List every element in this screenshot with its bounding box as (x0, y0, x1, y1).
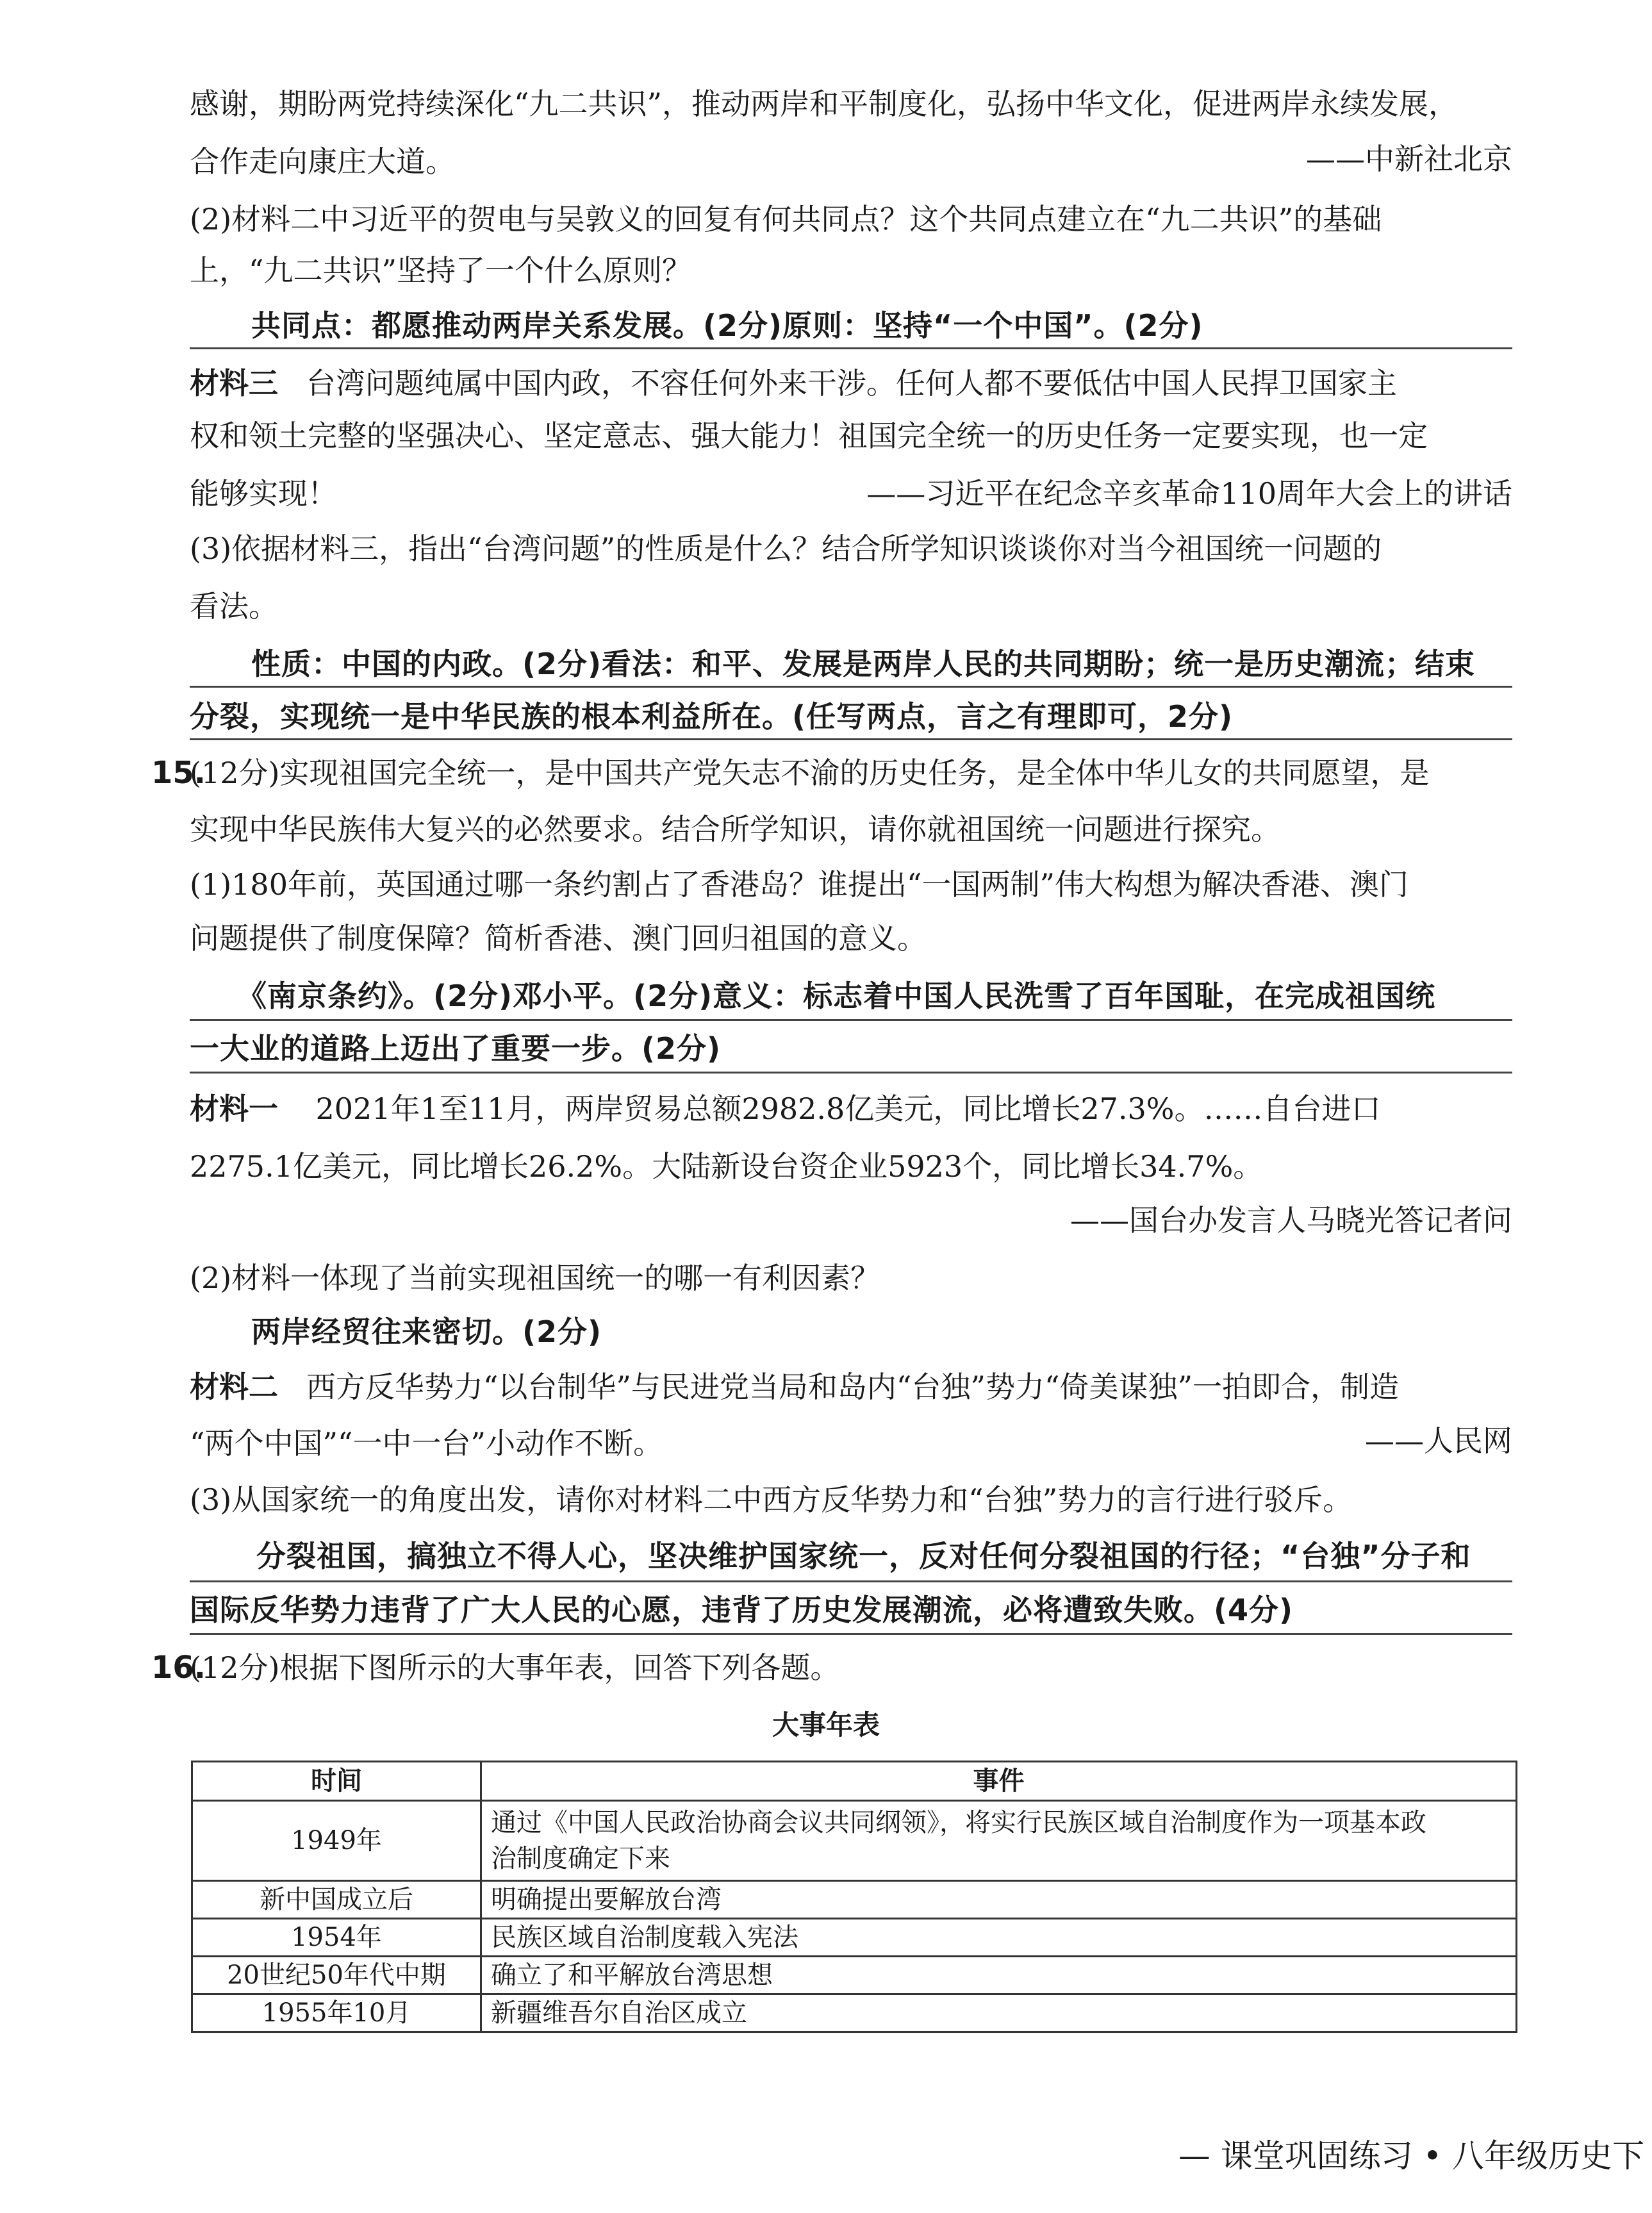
event-cell: 明确提出要解放台湾 (481, 1881, 1517, 1919)
event-cell: 确立了和平解放台湾思想 (481, 1957, 1517, 1994)
event-cell: 民族区域自治制度载入宪法 (481, 1919, 1517, 1957)
question-2-cont: 上，“九二共识”坚持了一个什么原则？ (190, 253, 692, 288)
table-row (192, 1919, 1517, 1957)
answer-rule (190, 738, 1512, 740)
time-cell: 1954年 (192, 1919, 481, 1957)
event-cell (481, 1801, 1517, 1881)
source-citation: ——人民网 (1365, 1423, 1512, 1458)
answer-2: 共同点：都愿推动两岸关系发展。(2分)原则：坚持“一个中国”。(2分) (251, 308, 1203, 343)
answer-3: 性质：中国的内政。(2分)看法：和平、发展是两岸人民的共同期盼；统一是历史潮流；结束 (251, 647, 1476, 681)
answer-rule (190, 686, 1512, 688)
table-row (192, 1801, 1517, 1881)
question-15-1: (1)180年前，英国通过哪一条约割占了香港岛？谁提出“一国两制”伟大构想为解决香港、澳门 (190, 867, 1408, 902)
answer-rule (190, 1580, 1512, 1582)
material-3-cont: 能够实现！ (190, 476, 337, 511)
text-line: 合作走向康庄大道。 (190, 144, 455, 179)
material-1 (190, 1090, 1380, 1128)
table-header-row (192, 1762, 1517, 1801)
event-cell: 新疆维吾尔自治区成立 (481, 1994, 1517, 2032)
time-cell: 1949年 (192, 1801, 481, 1881)
text-line: 感谢，期盼两党持续深化“九二共识”，推动两岸和平制度化，弘扬中华文化，促进两岸永续发展， (190, 87, 1458, 121)
question-15-stem: (12分)实现祖国完全统一，是中国共产党矢志不渝的历史任务，是全体中华儿女的共同愿望，是 (190, 756, 1430, 790)
events-table (191, 1761, 1517, 2033)
time-cell: 20世纪50年代中期 (192, 1957, 481, 1994)
answer-15-1-cont: 一大业的道路上迈出了重要一步。(2分) (190, 1031, 722, 1066)
source-citation: ——国台办发言人马晓光答记者问 (1070, 1203, 1512, 1238)
material-2-cont: “两个中国”“一中一台”小动作不断。 (190, 1426, 663, 1461)
answer-15-3-cont: 国际反华势力违背了广大人民的心愿，违背了历史发展潮流，必将遭致失败。(4分) (190, 1593, 1294, 1627)
event-text: 通过《中国人民政治协商会议共同纲领》，将实行民族区域自治制度作为一项基本政 (491, 1808, 1426, 1837)
question-number: 15. (151, 755, 206, 791)
column-header-event: 事件 (481, 1762, 1517, 1801)
question-15-3: (3)从国家统一的角度出发，请你对材料二中西方反华势力和“台独”势力的言行进行驳斥。 (190, 1482, 1353, 1517)
question-3-cont: 看法。 (190, 589, 278, 624)
material-label: 材料二 (190, 1370, 278, 1404)
material-2 (190, 1368, 1399, 1406)
event-text: 治制度确定下来 (491, 1844, 670, 1873)
answer-15-2: 两岸经贸往来密切。(2分) (251, 1314, 602, 1349)
table-row (192, 1994, 1517, 2032)
page-footer: — 课堂巩固练习 • 八年级历史下 (1178, 2137, 1644, 2175)
time-cell: 新中国成立后 (192, 1881, 481, 1919)
column-header-time: 时间 (192, 1762, 481, 1801)
answer-15-3: 分裂祖国，搞独立不得人心，坚决维护国家统一，反对任何分裂祖国的行径；“台独”分子和 (256, 1539, 1471, 1573)
material-text: 台湾问题纯属中国内政，不容任何外来干涉。任何人都不要低估中国人民捍卫国家主 (306, 366, 1397, 401)
material-label: 材料三 (190, 366, 278, 401)
question-15-2: (2)材料一体现了当前实现祖国统一的哪一有利因素？ (190, 1261, 880, 1295)
question-16-stem: (12分)根据下图所示的大事年表，回答下列各题。 (190, 1650, 840, 1685)
table-title: 大事年表 (772, 1709, 880, 1741)
material-text: 西方反华势力“以台制华”与民进党当局和岛内“台独”势力“倚美谋独”一拍即合，制造 (306, 1370, 1399, 1404)
question-number: 16. (151, 1650, 206, 1686)
material-3-cont: 权和领土完整的坚强决心、坚定意志、强大能力！祖国完全统一的历史任务一定要实现，也一定 (190, 419, 1428, 453)
material-text: 2021年1至11月，两岸贸易总额2982.8亿美元，同比增长27.3%。……自台进口 (315, 1091, 1381, 1126)
material-3 (190, 364, 1397, 402)
question-15-1-cont: 问题提供了制度保障？简析香港、澳门回归祖国的意义。 (190, 921, 927, 956)
table-row (192, 1881, 1517, 1919)
table-row (192, 1957, 1517, 1994)
source-citation: ——习近平在纪念辛亥革命110周年大会上的讲话 (866, 476, 1512, 511)
material-label: 材料一 (190, 1091, 278, 1126)
material-1-cont: 2275.1亿美元，同比增长26.2%。大陆新设台资企业5923个，同比增长34.7%。 (190, 1149, 1263, 1184)
answer-15-1: 《南京条约》。(2分)邓小平。(2分)意义：标志着中国人民洗雪了百年国耻，在完成祖国统 (237, 979, 1436, 1013)
answer-rule (190, 1633, 1512, 1635)
time-cell: 1955年10月 (192, 1994, 481, 2032)
answer-rule (190, 1072, 1512, 1073)
question-2: (2)材料二中习近平的贺电与吴敦义的回复有何共同点？这个共同点建立在“九二共识”的基础 (190, 202, 1382, 236)
answer-3-cont: 分裂，实现统一是中华民族的根本利益所在。(任写两点，言之有理即可，2分) (190, 699, 1234, 734)
source-citation: ——中新社北京 (1306, 142, 1512, 176)
question-15-stem-cont: 实现中华民族伟大复兴的必然要求。结合所学知识，请你就祖国统一问题进行探究。 (190, 812, 1280, 847)
answer-rule (190, 347, 1512, 349)
question-3: (3)依据材料三，指出“台湾问题”的性质是什么？结合所学知识谈谈你对当今祖国统一问题的 (190, 531, 1382, 566)
answer-rule (190, 1019, 1512, 1021)
